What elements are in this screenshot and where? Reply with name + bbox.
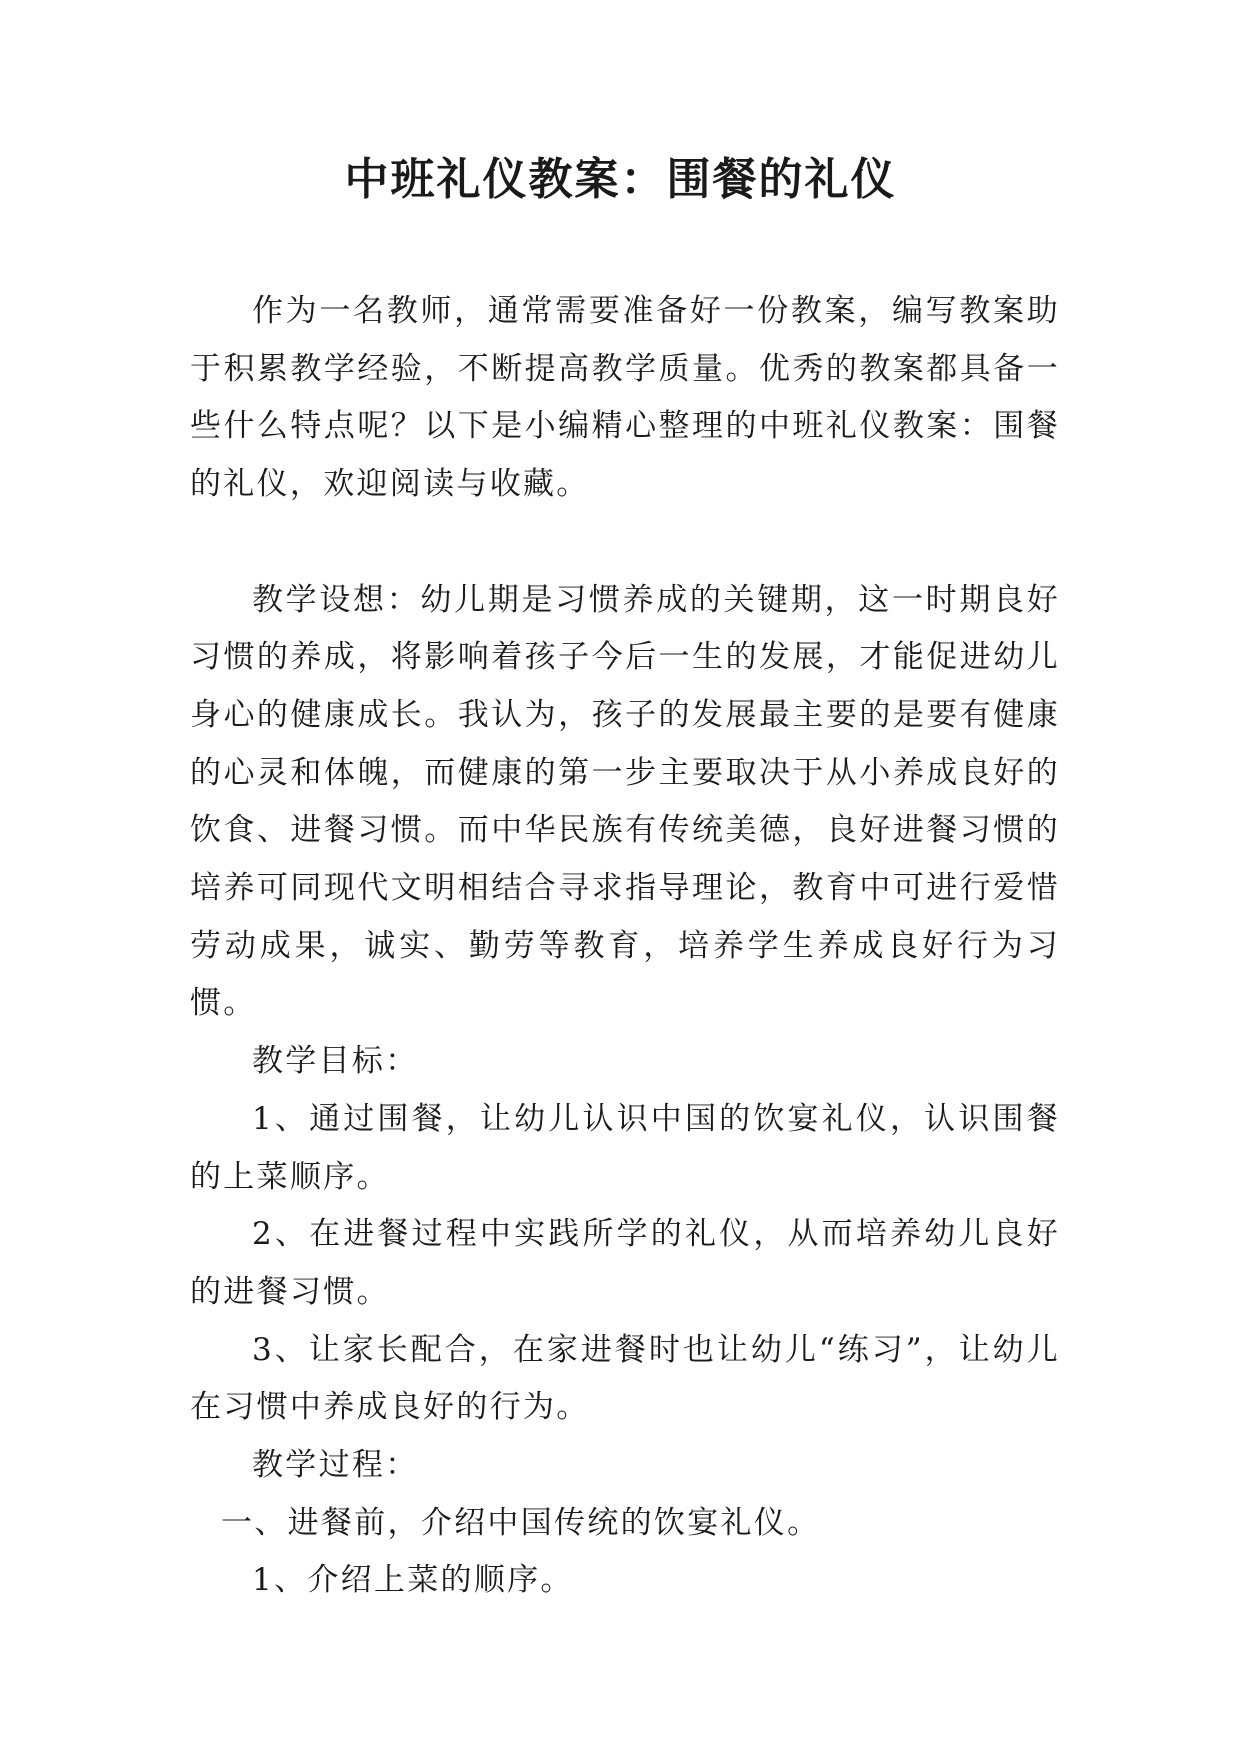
teaching-idea-paragraph: 教学设想：幼儿期是习惯养成的关键期，这一时期良好习惯的养成，将影响着孩子今后一生的发展，才能促进幼儿身心的健康成长。我认为，孩子的发展最主要的是要有健康的心灵和体魄，而健康的第一步主要取决于从小养成良好的饮食、进餐习惯。而中华民族有传统美德，良好进餐习惯的培养可同现代文明相结合寻求指导理论，教育中可进行爱惜劳动成果，诚实、勤劳等教育，培养学生养成良好行为习惯。 [190, 581, 1060, 1022]
process-section-1: 一、进餐前，介绍中国传统的饮宴礼仪。 [221, 1504, 821, 1541]
teaching-process-heading: 教学过程： [252, 1447, 419, 1484]
document-body [190, 283, 1060, 1610]
goal-item-1: 1、通过围餐，让幼儿认识中国的饮宴礼仪，认识围餐的上菜顺序。 [190, 1100, 1060, 1195]
goal-item-3: 3、让家长配合，在家进餐时也让幼儿“练习”，让幼儿在习惯中养成良好的行为。 [190, 1331, 1060, 1426]
document-title: 中班礼仪教案：围餐的礼仪 [344, 154, 897, 205]
teaching-goals-heading: 教学目标： [252, 1043, 419, 1080]
goal-item-2: 2、在进餐过程中实践所学的礼仪，从而培养幼儿良好的进餐习惯。 [190, 1216, 1060, 1310]
intro-paragraph: 作为一名教师，通常需要准备好一份教案，编写教案助于积累教学经验，不断提高教学质量。优秀的教案都具备一些什么特点呢？以下是小编精心整理的中班礼仪教案：围餐的礼仪，欢迎阅读与收藏。 [190, 293, 1060, 503]
process-step-1: 1、介绍上菜的顺序。 [252, 1562, 574, 1599]
